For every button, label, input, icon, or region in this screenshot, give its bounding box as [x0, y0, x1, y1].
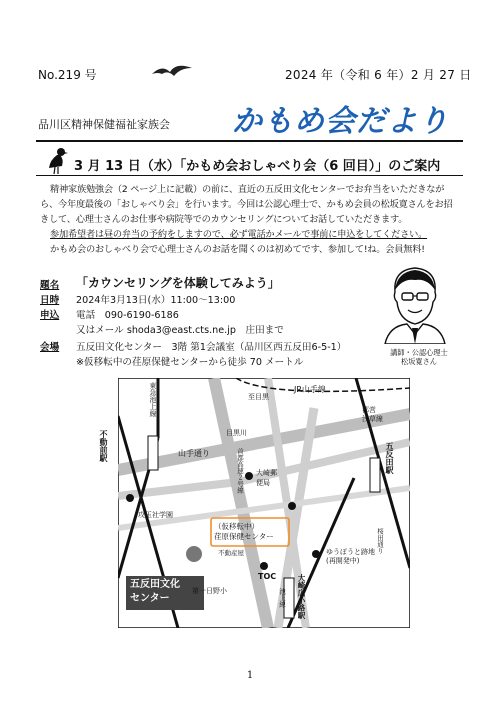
event-datetime: 2024年3月13日(水）11:00～13:00: [76, 295, 236, 306]
map-label-gotanda-station: 五反田駅: [385, 442, 394, 474]
map-label-yuubou-line1: ゆうぽうと跡地: [326, 548, 375, 556]
map-label-daiichi-hino: 第一日野小: [192, 587, 227, 595]
map-label-bunka-line1: 五反田文化: [130, 579, 180, 590]
event-headline: 3 月 13 日（水）「かもめ会おしゃべり会（6 回目）」のご案内: [74, 159, 441, 174]
map-label-yuubou: [326, 548, 375, 566]
email-contact: 又はメール shoda3@east.cts.ne.jp 庄田まで: [76, 325, 284, 336]
map-label-meguro-river: 目黒川: [226, 429, 247, 437]
theme-label: 題名: [40, 280, 60, 291]
map-label-fudomae: 不動前駅: [99, 430, 108, 462]
map-label-route2: 首都高速２号線: [236, 448, 244, 494]
access-map: [99, 378, 410, 628]
speaker-portrait: [375, 262, 455, 344]
venue-address: 五反田文化センター 3階 第1会議室（品川区西五反田6-5-1）: [76, 342, 347, 353]
invitation-note: かもめ会のおしゃべり会で心理士さんのお話を聞くのは初めてです、参加して!ね。会員無料!: [50, 244, 425, 255]
organization-name: 品川区精神保健福祉家族会: [38, 118, 170, 131]
map-label-ikegami-line: 池上線: [278, 588, 286, 608]
map-label-tokyu-ikegami: 東急池上線: [149, 382, 157, 417]
newsletter-title: かもめ会だより: [232, 104, 449, 139]
map-label-toc: TOC: [258, 572, 277, 581]
bird-icon: [46, 146, 68, 176]
map-label-yamate-dori: 山手通り: [178, 449, 210, 458]
phone-number: 電話 090-6190-6186: [76, 310, 179, 321]
map-label-toei-line1: 都営: [362, 406, 376, 414]
map-label-bunka-center: [130, 578, 180, 606]
map-label-bunka-line2: センター: [130, 593, 170, 604]
seagull-icon: [150, 60, 194, 82]
map-label-toei: [362, 406, 383, 424]
map-label-kogyokuin: 攻玉社学園: [138, 511, 173, 519]
page-number: 1: [246, 670, 254, 681]
headline-divider: [36, 175, 463, 176]
map-label-ebara-line1: （仮移転中）: [214, 522, 259, 531]
map-label-osaki-post: 大崎郵便局: [256, 469, 277, 487]
map-label-jr-yamanote: JR山手線: [294, 385, 326, 394]
map-label-ebara-line2: 荏原保健センター: [214, 532, 274, 541]
issue-number: No.219 号: [38, 68, 97, 82]
map-label-toei-line2: 浅草線: [362, 415, 383, 423]
map-label-sakurada: 桜田通り: [376, 528, 384, 554]
map-label-meguro-line: 至目黒: [248, 393, 269, 401]
datetime-label: 日時: [40, 295, 60, 306]
map-label-ebara-center: [214, 522, 274, 542]
caption-role: 講師・公認心理士: [390, 348, 448, 357]
speaker-caption: [378, 348, 460, 366]
map-label-fudosan: 不動産屋: [218, 549, 244, 557]
application-note: 参加希望者は昼の弁当の予約をしますので、必ず電話かメールで事前に申込をしてください。: [50, 229, 428, 240]
talk-title: 「カウンセリングを体験してみよう」: [76, 276, 280, 290]
map-label-yuubou-line2: (再開発中): [326, 557, 360, 565]
map-label-osakihirokoji: 大崎広小路駅: [297, 574, 306, 619]
venue-label: 会場: [40, 342, 60, 353]
issue-date: 2024 年（令和 6 年）2 月 27 日: [285, 68, 472, 82]
header-divider: [36, 140, 463, 142]
venue-note: ※仮移転中の荏原保健センターから徒歩 70 メートル: [76, 357, 304, 368]
caption-name: 松坂寛さん: [401, 357, 437, 366]
apply-label: 申込: [40, 310, 60, 321]
intro-paragraph: 精神家族勉強会（2 ページ上に記載）の前に、直近の五反田文化センターでお弁当をいただきながら、今年度最後の「おしゃべり会」を行います。今回は公認心理士で、かもめ会員の松坂寛さんをお招きして、心理士さんのお仕事や病院等でのカウンセリングについてお話していただきます。: [40, 184, 453, 225]
